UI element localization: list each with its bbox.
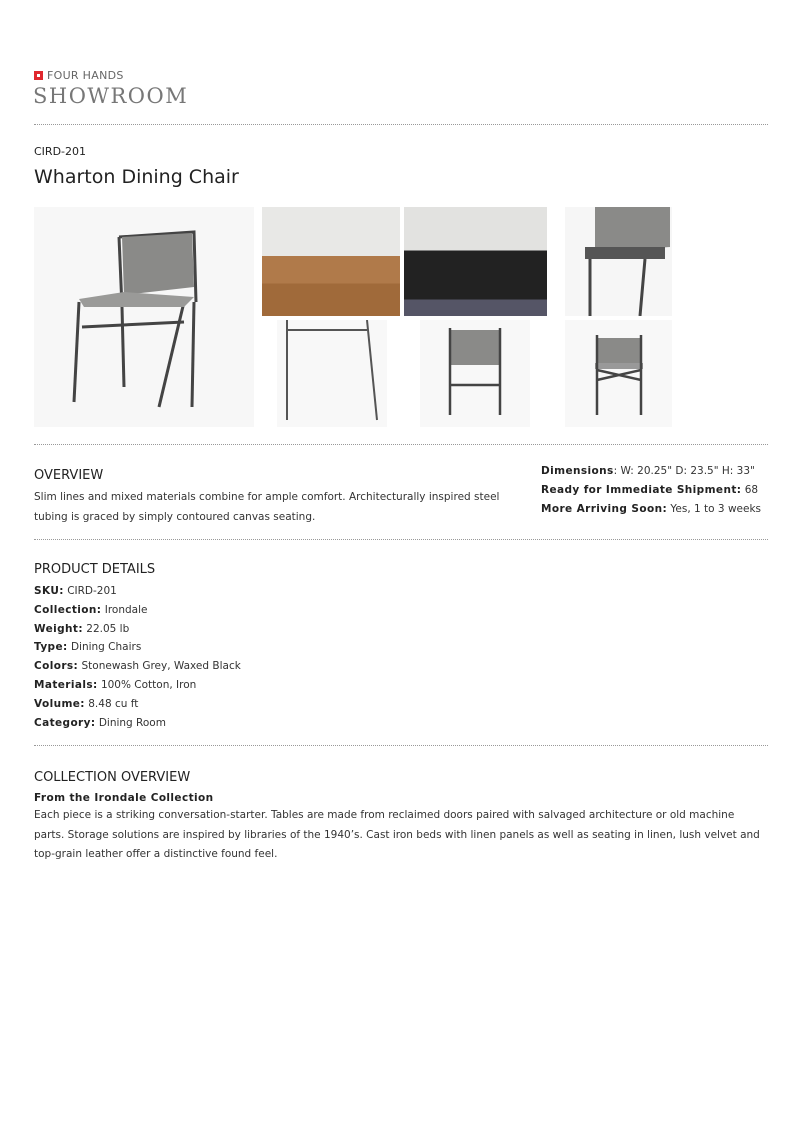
detail-weight: Weight: 22.05 lb [34,622,130,635]
overview-text: Slim lines and mixed materials combine for ample comfort. Architecturally inspired steel tubing is graced by simply contoured canvas seating. [34,491,500,523]
product-image-sideboard-scene[interactable] [404,207,547,316]
details-list [34,582,241,732]
divider [34,539,768,540]
product-sku: CIRD-201 [34,145,87,158]
specs-list [541,462,761,518]
showroom-title: SHOWROOM [33,84,189,108]
product-image-dining-scene[interactable] [262,207,400,316]
detail-materials: Materials: 100% Cotton, Iron [34,678,197,691]
spec-more-arriving: More Arriving Soon: Yes, 1 to 3 weeks [541,502,762,515]
detail-type: Type: Dining Chairs [34,641,142,654]
collection-heading: COLLECTION OVERVIEW [34,770,191,785]
logo-square-icon [34,71,43,80]
collection-text: Each piece is a striking conversation-starter. Tables are made from reclaimed doors paired with salvaged architecture or old machine parts. Storage solutions are inspired by libraries of the 1940’s. Cast iron beds with linen panels as well as seating in linen, lush velvet and top-grain leather offer a distinctive found feel. [34,809,760,860]
detail-category: Category: Dining Room [34,716,166,729]
product-image-seat-detail[interactable] [565,207,672,316]
product-image-front[interactable] [565,320,672,427]
collection-subheading: From the Irondale Collection [34,792,214,804]
brand-top: FOUR HANDS [47,69,124,82]
product-title: Wharton Dining Chair [34,166,239,188]
divider [34,124,768,125]
details-heading: PRODUCT DETAILS [34,562,156,577]
divider [34,745,768,746]
detail-sku: SKU: CIRD-201 [34,585,117,597]
brand-logo [34,69,124,82]
detail-collection: Collection: Irondale [34,603,148,616]
divider [34,444,768,445]
product-image-side[interactable] [277,320,387,427]
detail-colors: Colors: Stonewash Grey, Waxed Black [34,660,241,673]
spec-ready-shipment: Ready for Immediate Shipment: 68 [541,483,759,496]
overview-heading: OVERVIEW [34,468,104,483]
product-image-back[interactable] [420,320,530,427]
product-image-main[interactable] [34,207,254,427]
detail-volume: Volume: 8.48 cu ft [34,697,139,710]
spec-dimensions: Dimensions: W: 20.25" D: 23.5" H: 33" [541,465,755,477]
